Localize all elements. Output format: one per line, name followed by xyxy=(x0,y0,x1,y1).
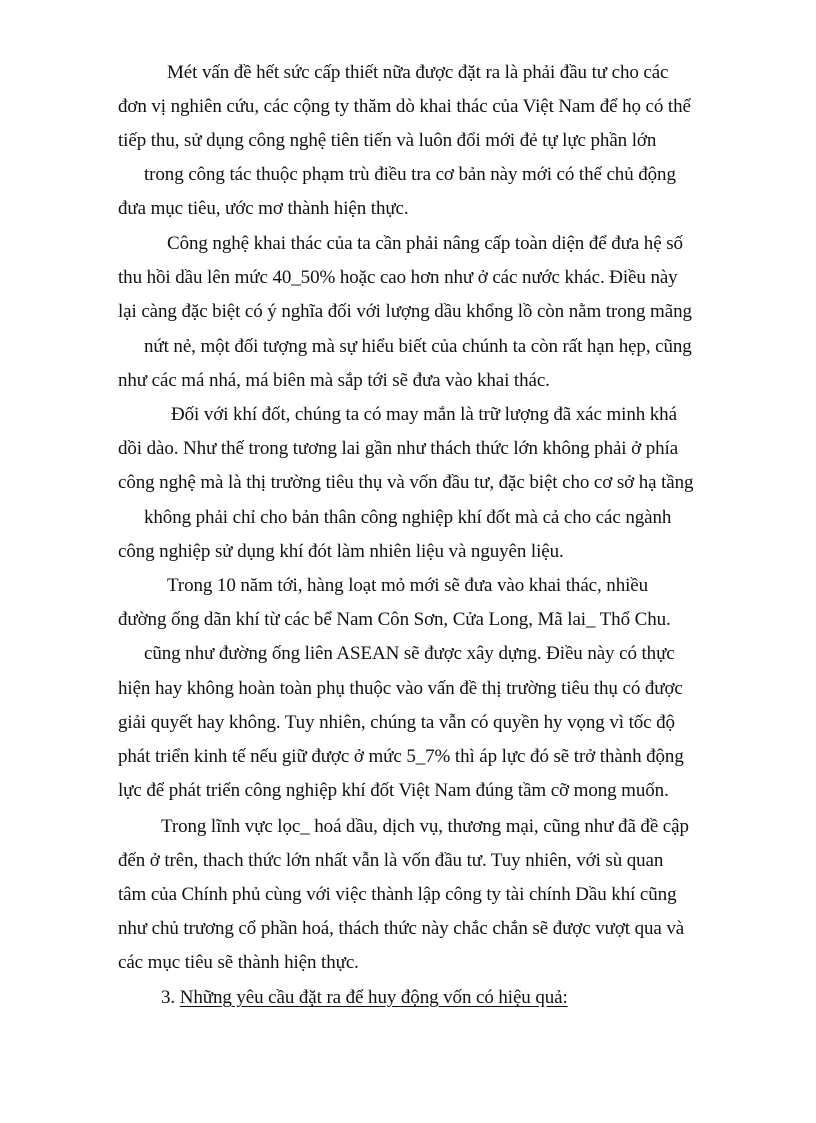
paragraph-line: Trong 10 năm tới, hàng loạt mỏ mới sẽ đưa vào khai thác, nhiều xyxy=(167,575,649,596)
paragraph-line: tâm của Chính phủ cùng với việc thành lập công ty tài chính Dầu khí cũng xyxy=(118,884,677,905)
paragraph-line: Trong lĩnh vực lọc_ hoá dầu, dịch vụ, thương mại, cũng như đã đề cập xyxy=(161,816,689,837)
section-title: Những yêu cầu đặt ra để huy động vốn có hiệu quả: xyxy=(179,987,568,1008)
paragraph-line: đến ở trên, thach thức lớn nhất vẫn là vốn đầu tư. Tuy nhiên, với sù quan xyxy=(118,850,664,871)
paragraph-line: trong công tác thuộc phạm trù điều tra cơ bản này mới có thể chủ động xyxy=(144,164,676,185)
paragraph-line: đưa mục tiêu, ước mơ thành hiện thực. xyxy=(118,198,409,219)
paragraph-line: Đối với khí đốt, chúng ta có may mắn là trữ lượng đã xác minh khá xyxy=(171,404,677,425)
paragraph-line: lại càng đặc biệt có ý nghĩa đối với lượng dầu khổng lồ còn nằm trong mãng xyxy=(118,301,692,322)
paragraph-line: phát triển kinh tế nếu giữ được ở mức 5_7% thì áp lực đó sẽ trở thành động xyxy=(118,746,684,767)
paragraph-line: đường ống dãn khí từ các bể Nam Côn Sơn, Cửa Long, Mã lai_ Thổ Chu. xyxy=(118,609,671,630)
paragraph-line: đơn vị nghiên cứu, các cộng ty thăm dò khai thác của Việt Nam để họ có thể xyxy=(118,96,691,117)
paragraph-line: Mét vấn đề hết sức cấp thiết nữa được đặt ra là phải đầu tư cho các xyxy=(167,62,669,83)
paragraph-line: như các má nhá, má biên mà sắp tới sẽ đưa vào khai thác. xyxy=(118,370,550,391)
paragraph-line: dồi dào. Như thế trong tương lai gần như thách thức lớn không phải ở phía xyxy=(118,438,679,459)
paragraph-line: các mục tiêu sẽ thành hiện thực. xyxy=(118,952,359,973)
section-heading xyxy=(161,987,568,1009)
paragraph-line: cũng như đường ống liên ASEAN sẽ được xây dựng. Điều này có thực xyxy=(144,643,675,664)
paragraph-line: tiếp thu, sử dụng công nghệ tiên tiến và luôn đổi mới đẻ tự lực phần lớn xyxy=(118,130,657,151)
paragraph-line: giải quyết hay không. Tuy nhiên, chúng ta vẫn có quyền hy vọng vì tốc độ xyxy=(118,712,675,733)
paragraph-line: hiện hay không hoàn toàn phụ thuộc vào vấn đề thị trường tiêu thụ có được xyxy=(118,678,683,699)
paragraph-line: Công nghệ khai thác của ta cần phải nâng cấp toàn diện để đưa hệ số xyxy=(167,233,683,254)
paragraph-line: nứt nẻ, một đối tượng mà sự hiểu biết của chúnh ta còn rất hạn hẹp, cũng xyxy=(144,336,692,357)
paragraph-line: công nghệ mà là thị trường tiêu thụ và vốn đầu tư, đặc biệt cho cơ sở hạ tầng xyxy=(118,472,694,493)
section-number: 3. xyxy=(161,987,176,1008)
paragraph-line: công nghiệp sử dụng khí đót làm nhiên liệu và nguyên liệu. xyxy=(118,541,564,562)
paragraph-line: không phải chỉ cho bản thân công nghiệp khí đốt mà cả cho các ngành xyxy=(144,507,672,528)
paragraph-line: thu hồi dầu lên mức 40_50% hoặc cao hơn như ở các nước khác. Điều này xyxy=(118,267,678,288)
paragraph-line: như chủ trương cổ phần hoá, thách thức này chắc chắn sẽ được vượt qua và xyxy=(118,918,685,939)
paragraph-line: lực để phát triển công nghiệp khí đốt Việt Nam đúng tầm cỡ mong muốn. xyxy=(118,780,669,801)
